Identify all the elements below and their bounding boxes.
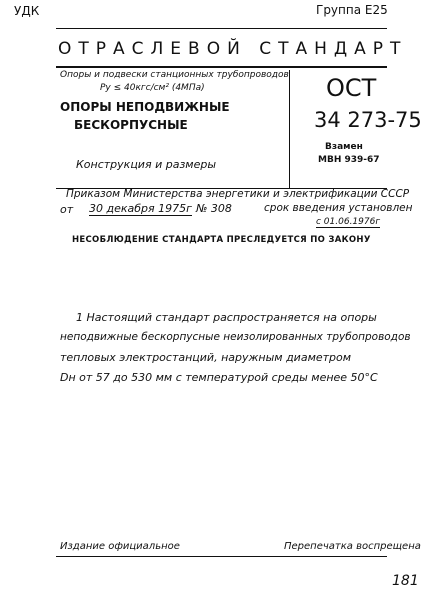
- replaces-value: МВН 939-67: [318, 155, 380, 165]
- scope-line2: неподвижные бескорпусные неизолированных трубопроводов: [60, 331, 411, 343]
- order-start-date: с 01.06.1976г: [316, 217, 381, 227]
- category-line: Опоры и подвески станционных трубопроводов: [60, 70, 289, 80]
- block-divider: [289, 70, 290, 188]
- standard-banner-title: ОТРАСЛЕВОЙ СТАНДАРТ: [58, 39, 408, 59]
- order-number: № 308: [196, 202, 232, 215]
- legal-warning: НЕСОБЛЮДЕНИЕ СТАНДАРТА ПРЕСЛЕДУЕТСЯ ПО ЗАКОНУ: [72, 235, 371, 245]
- footer-rule: [56, 556, 387, 557]
- order-line: Приказом Министерства энергетики и электрификации СССР: [66, 188, 410, 200]
- udk-label: УДК: [14, 4, 40, 18]
- document-title-line2: БЕСКОРПУСНЫЕ: [74, 118, 188, 132]
- order-from: от: [60, 203, 74, 216]
- order-date: 30 декабря 1975г: [89, 202, 192, 215]
- ost-label: ОСТ: [326, 74, 377, 102]
- replaces-label: Взамен: [325, 142, 363, 152]
- document-title-line1: ОПОРЫ НЕПОДВИЖНЫЕ: [60, 100, 230, 114]
- document-subtitle: Конструкция и размеры: [76, 158, 217, 171]
- order-term-label: срок введения установлен: [264, 202, 413, 214]
- banner-top-rule: [56, 28, 387, 29]
- scope-line4: Dн от 57 до 530 мм с температурой среды менее 50°С: [60, 371, 378, 384]
- page-number: 181: [392, 573, 419, 589]
- scope-line3: тепловых электростанций, наружным диаметром: [60, 351, 352, 364]
- standard-number: 34 273-75: [314, 108, 422, 132]
- reprint-prohibited-label: Перепечатка воспрещена: [284, 541, 421, 552]
- group-label: Группа Е25: [316, 3, 388, 17]
- banner-bottom-rule: [56, 66, 387, 68]
- official-edition-label: Издание официальное: [60, 541, 180, 552]
- scope-line1: 1 Настоящий стандарт распространяется на опоры: [76, 311, 377, 324]
- pressure-line: Py ≤ 40кгс/см² (4МПа): [100, 83, 205, 93]
